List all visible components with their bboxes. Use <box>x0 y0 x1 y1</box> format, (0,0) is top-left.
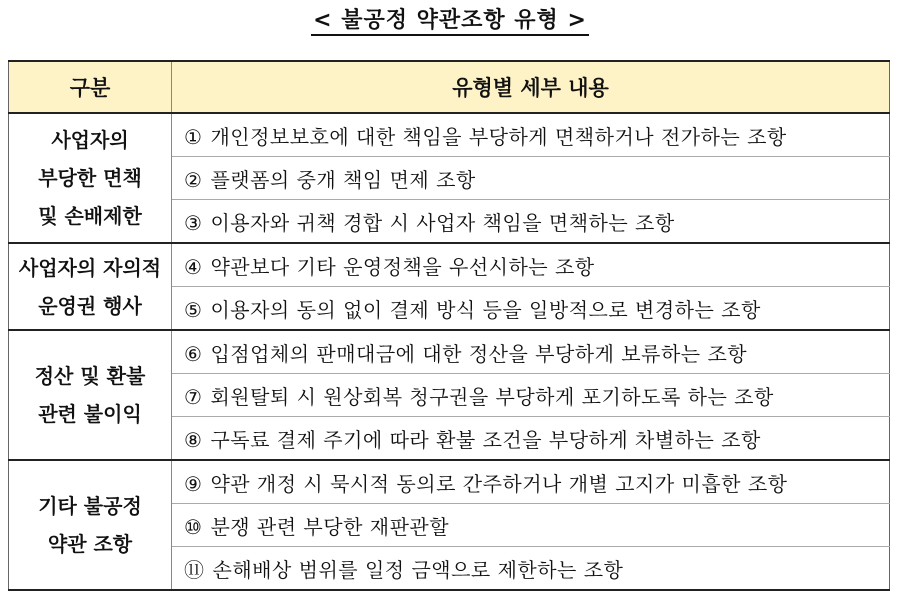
item-number: ⑪ <box>184 557 205 582</box>
document-title <box>0 4 900 38</box>
detail-cell <box>172 113 890 157</box>
category-line: 약관 조항 <box>47 532 133 556</box>
category-cell <box>9 113 172 243</box>
detail-cell <box>172 417 890 461</box>
item-text: 개인정보보호에 대한 책임을 부당하게 면책하거나 전가하는 조항 <box>210 124 787 149</box>
item-text: 플랫폼의 중개 책임 면제 조항 <box>210 167 476 192</box>
category-cell <box>9 460 172 590</box>
table-row <box>9 243 890 287</box>
detail-cell <box>172 547 890 591</box>
category-line: 및 손배제한 <box>38 204 142 228</box>
table-row <box>9 113 890 157</box>
category-line: 정산 및 환불 <box>34 364 146 388</box>
item-text: 이용자와 귀책 경합 시 사업자 책임을 면책하는 조항 <box>210 210 675 235</box>
unfair-terms-table <box>8 60 890 591</box>
detail-cell <box>172 330 890 374</box>
item-number: ⑥ <box>184 341 203 366</box>
header-detail: 유형별 세부 내용 <box>172 61 890 113</box>
detail-cell <box>172 200 890 244</box>
item-number: ⑤ <box>184 297 203 322</box>
detail-cell <box>172 374 890 417</box>
table-row <box>9 330 890 374</box>
item-number: ⑨ <box>184 471 203 496</box>
item-text: 입점업체의 판매대금에 대한 정산을 부당하게 보류하는 조항 <box>210 341 748 366</box>
category-line: 부당한 면책 <box>38 166 142 190</box>
document-title-text: < 불공정 약관조항 유형 > <box>311 8 589 36</box>
item-number: ⑦ <box>184 384 203 409</box>
category-line: 관련 불이익 <box>38 402 142 426</box>
item-number: ③ <box>184 210 203 235</box>
category-cell <box>9 330 172 460</box>
category-cell <box>9 243 172 330</box>
item-text: 분쟁 관련 부당한 재판관할 <box>210 514 450 539</box>
category-line: 사업자의 자의적 <box>18 255 162 280</box>
detail-cell <box>172 157 890 200</box>
category-line: 기타 불공정 <box>38 494 142 518</box>
detail-cell <box>172 243 890 287</box>
item-number: ② <box>184 167 203 192</box>
item-text: 이용자의 동의 없이 결제 방식 등을 일방적으로 변경하는 조항 <box>210 297 761 322</box>
item-text: 약관 개정 시 묵시적 동의로 간주하거나 개별 고지가 미흡한 조항 <box>210 471 788 496</box>
item-text: 약관보다 기타 운영정책을 우선시하는 조항 <box>210 254 595 279</box>
detail-cell <box>172 460 890 504</box>
item-text: 손해배상 범위를 일정 금액으로 제한하는 조항 <box>212 557 624 582</box>
item-number: ⑩ <box>184 514 203 539</box>
item-number: ① <box>184 124 203 149</box>
category-line: 운영권 행사 <box>38 293 142 318</box>
table-header-row <box>9 61 890 113</box>
item-text: 구독료 결제 주기에 따라 환불 조건을 부당하게 차별하는 조항 <box>210 427 761 452</box>
table-row <box>9 460 890 504</box>
category-line: 사업자의 <box>51 128 129 152</box>
item-text: 회원탈퇴 시 원상회복 청구권을 부당하게 포기하도록 하는 조항 <box>210 384 774 409</box>
item-number: ⑧ <box>184 427 203 452</box>
header-category: 구분 <box>9 61 172 113</box>
detail-cell <box>172 504 890 547</box>
item-number: ④ <box>184 254 203 279</box>
detail-cell <box>172 287 890 331</box>
